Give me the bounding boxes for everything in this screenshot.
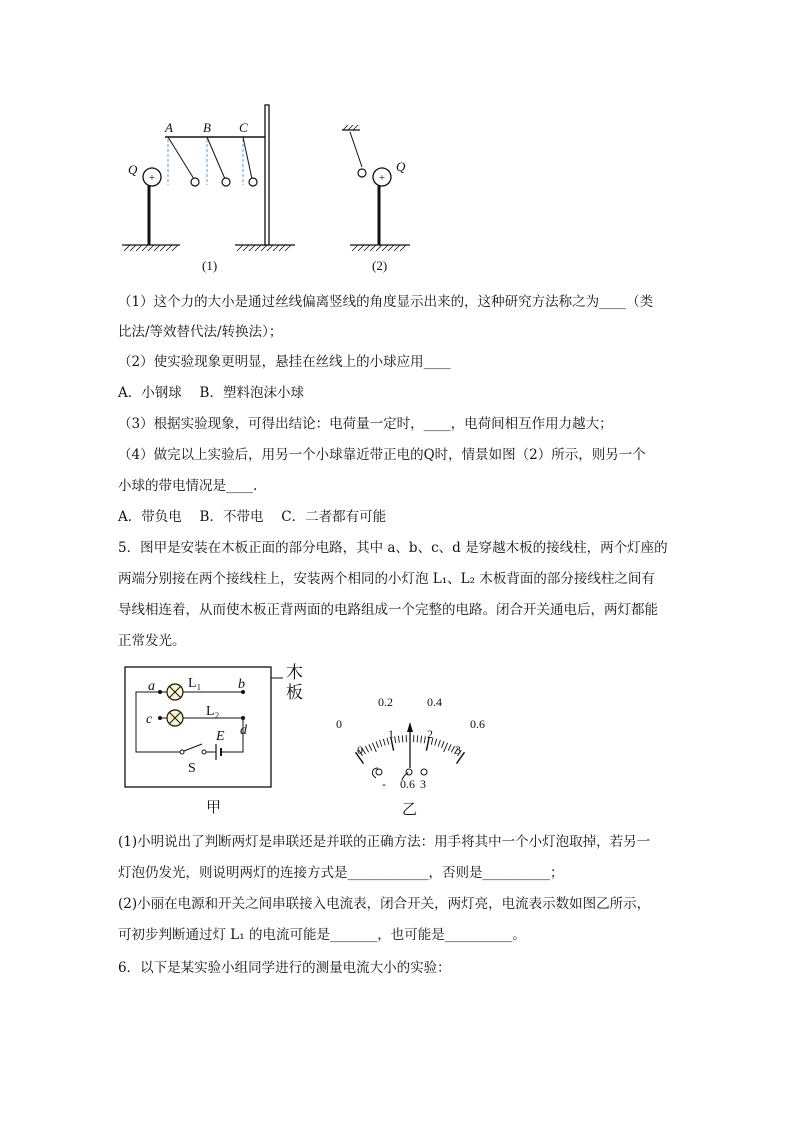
board-label: 木: [286, 663, 303, 682]
bottom-scale-2: 2: [427, 727, 433, 741]
circuit-board-figure: [118, 660, 318, 820]
ammeter-tick: [369, 744, 372, 750]
caption-2: (2): [372, 258, 388, 273]
top-scale-04: 0.4: [427, 695, 442, 709]
q5-sub1-cont: 灯泡仍发光，则说明两灯的连接方式是____________，否则是__________；: [118, 865, 564, 881]
ammeter-tick: [398, 736, 399, 743]
plus-sign-left: +: [148, 172, 156, 184]
ammeter-tick: [438, 740, 440, 747]
q6-line: 6．以下是某实验小组同学进行的测量电流大小的实验：: [118, 960, 451, 976]
switch-label: S: [188, 761, 196, 776]
ammeter-tick: [424, 736, 425, 743]
top-scale-02: 0.2: [378, 695, 393, 709]
label-q-right: Q: [396, 159, 406, 174]
label-q-left: Q: [128, 162, 138, 177]
top-scale-0: 0: [336, 717, 342, 731]
ammeter-figure: [330, 680, 500, 820]
q4-part1-cont: 比法/等效替代法/转换法）；: [118, 324, 283, 340]
ammeter-tick: [383, 739, 385, 746]
ammeter-tick: [444, 743, 448, 752]
ammeter-tick: [395, 736, 396, 743]
battery-label: E: [216, 729, 225, 744]
bottom-scale-3: 3: [455, 743, 461, 757]
lamp-l1-label: L₁: [188, 676, 202, 691]
ammeter-tick: [372, 743, 376, 752]
label-a: A: [165, 120, 173, 135]
q5-sub2: (2)小丽在电源和开关之间串联接入电流表，闭合开关，两灯亮，电流表示数如图乙所示，: [118, 896, 651, 912]
ammeter-tick: [376, 741, 379, 748]
q4-part4-cont: 小球的带电情况是____.: [118, 478, 258, 494]
q5-line4: 正常发光。: [118, 633, 186, 649]
top-scale-06: 0.6: [470, 717, 485, 731]
ammeter-tick: [417, 735, 418, 742]
q5-line2: 两端分别接在两个接线柱上，安装两个相同的小灯泡 L₁、L₂ 木板背面的部分接线柱之间有: [118, 571, 655, 587]
q5-line1: 5．图甲是安装在木板正面的部分电路，其中 a、b、c、d 是穿越木板的接线柱，两个灯座的: [118, 540, 668, 556]
q4-part1: （1）这个力的大小是通过丝线偏离竖线的角度显示出来的，这种研究方法称之为____（类: [118, 294, 654, 310]
terminal-06: 0.6: [400, 777, 415, 791]
caption-1: (1): [202, 258, 218, 273]
lamp-l2-label: L₂: [206, 704, 220, 719]
q5-sub1: (1)小明说出了判断两灯是串联还是并联的正确方法：用手将其中一个小灯泡取掉，若另一: [118, 834, 651, 850]
ammeter-tick: [402, 735, 403, 742]
q4-part2: （2）使实验现象更明显，悬挂在丝线上的小球应用____: [118, 354, 451, 370]
terminal-a: a: [148, 679, 155, 694]
caption-yi: 乙: [402, 802, 418, 818]
ammeter-tick: [448, 744, 451, 750]
board-label-2: 板: [286, 683, 303, 702]
ammeter-tick: [365, 746, 368, 752]
terminal-3: 3: [420, 777, 426, 791]
ammeter-tick: [380, 740, 382, 747]
label-b: B: [203, 120, 211, 135]
q4-part4-options: A．带负电 B．不带电 C．二者都有可能: [118, 509, 387, 525]
terminal-b: b: [238, 677, 245, 692]
terminal-c: c: [146, 712, 153, 727]
ammeter-tick: [421, 736, 422, 743]
electrostatics-figure: [110, 95, 440, 280]
q4-part4: （4）做完以上实验后，用另一个小球靠近带正电的Q时，情景如图（2）所示，则另一个: [118, 447, 646, 463]
q5-line3: 导线相连着，从而使木板正背两面的电路组成一个完整的电路。闭合开关通电后，两灯都能: [118, 602, 658, 618]
caption-jia: 甲: [206, 800, 222, 816]
bottom-scale-1: 1: [388, 727, 394, 741]
bottom-scale-0: 0: [357, 743, 363, 757]
terminal-d: d: [240, 723, 247, 738]
ammeter-tick: [442, 741, 445, 748]
ammeter-tick: [435, 739, 437, 746]
q4-part2-options: A．小钢球 B．塑料泡沫小球: [118, 385, 304, 401]
terminal-neg: -: [382, 777, 386, 791]
label-c: C: [239, 120, 248, 135]
q4-part3: （3）根据实验现象，可得出结论：电荷量一定时，____，电荷间相互作用力越大；: [118, 416, 613, 432]
plus-sign-right: +: [378, 172, 386, 184]
q5-sub2-cont: 可初步判断通过灯 L₁ 的电流可能是_______，也可能是__________。: [118, 927, 526, 943]
